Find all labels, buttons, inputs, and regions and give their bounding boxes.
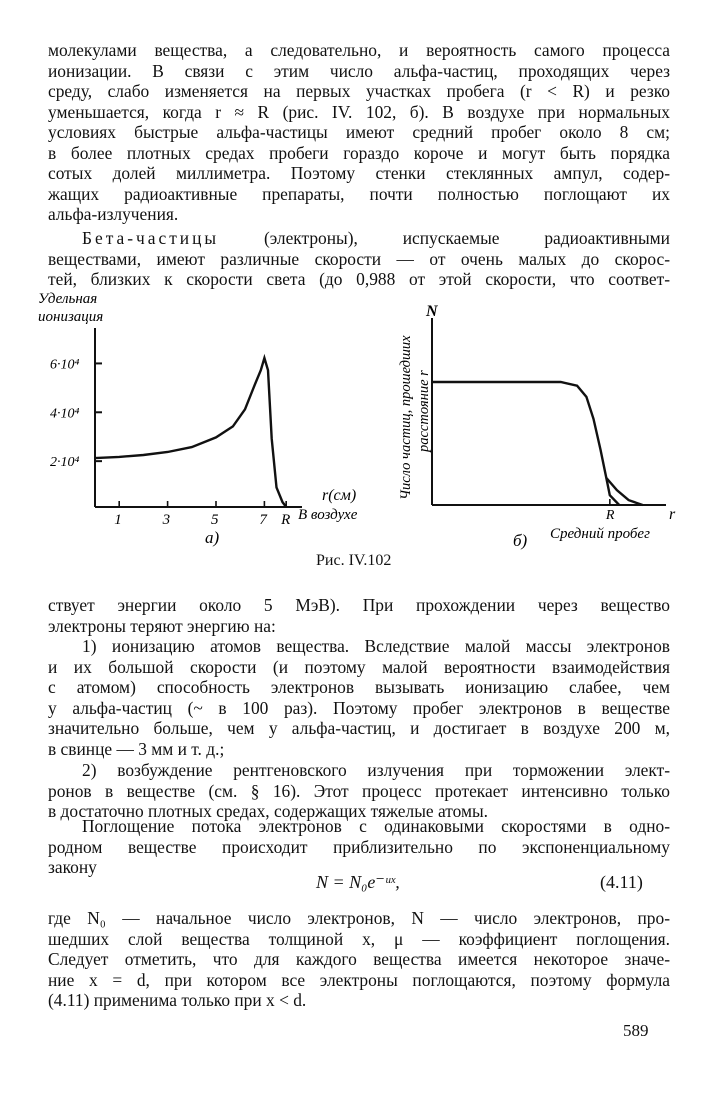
paragraph-electron-energy: [48, 595, 670, 636]
spaced-term: Бета-частицы: [82, 228, 220, 248]
text-line: сотых долей миллиметра. Поэтому стенки стеклянных ампул, содер-: [48, 163, 670, 183]
text-line: с атомом) способность электронов вызывать ионизацию слабее, чем: [48, 677, 670, 697]
text-line: ионизации. В связи с этим число альфа-частиц, проходящих через: [48, 60, 670, 81]
text-line: среду, слабо изменяется на первых участках пробега (r < R) и резко: [48, 81, 670, 101]
page-number: 589: [623, 1021, 649, 1040]
text-line: альфа-излучения.: [48, 204, 179, 224]
text-line: молекулами вещества, а следовательно, и вероятность самого процесса: [48, 40, 670, 60]
paragraph-bremsstrahlung: [48, 760, 670, 822]
series-line-main: [432, 382, 619, 505]
text-line: в достаточно плотных средах, содержащих тяжелые атомы.: [48, 801, 488, 821]
text-line: уменьшается, когда r ≈ R (рис. IV. 102, б). В воздухе при нормальных: [48, 101, 670, 122]
x-axis-label: Средний пробег: [550, 526, 650, 542]
x-tick-label: 1: [114, 512, 122, 528]
text-line: и их большой скорости (и поэтому малой вероятности взаимодействия: [48, 656, 670, 677]
y-tick-label: 4·10⁴: [50, 406, 80, 422]
text-line: условиях быстрые альфа-частицы имеют средний пробег около 8 см;: [48, 122, 670, 142]
panel-label-a: а): [205, 528, 220, 547]
x-tick-label: 3: [162, 512, 171, 528]
series-line-branch: [606, 478, 642, 505]
x-axis-label: r(см): [322, 487, 357, 504]
text-line: шедших слой вещества толщиной x, μ — коэффициент поглощения.: [48, 928, 670, 949]
text-line: Следует отметить, что для каждого вещества имеется некоторое значе-: [48, 949, 670, 969]
x-tick-label: R: [281, 512, 291, 528]
y-axis-label-line1: Удельная: [38, 291, 98, 307]
paragraph-definitions: [48, 908, 670, 1011]
text-line: в более плотных средах пробеги гораздо короче и могут быть порядка: [48, 142, 670, 163]
paragraph-ionization: [48, 636, 670, 759]
text-line: значительно больше, чем у альфа-частиц, и достигает в воздухе 200 м,: [48, 718, 670, 738]
chart-panel-a: [38, 291, 358, 547]
ionization-curve: [95, 358, 286, 507]
chart-panel-b: [398, 303, 676, 550]
text-line: 1) ионизацию атомов вещества. Вследствие малой массы электронов: [82, 636, 670, 656]
text-line: тей, близких к скорости света (до 0,988 от этой скорости, что соответ-: [48, 269, 670, 289]
y-axis-name: N: [426, 303, 438, 320]
text-line: Поглощение потока электронов с одинаковыми скоростями в одно-: [82, 816, 670, 836]
text-line: (4.11) применима только при x < d.: [48, 990, 307, 1010]
text-line: электроны теряют энергию на:: [48, 615, 276, 636]
x-tick-label: R: [605, 508, 615, 523]
x-tick-label: 5: [211, 512, 219, 528]
text-fragment: (электроны), испускаемые радиоактивными: [263, 228, 670, 248]
y-tick-label: 6·10⁴: [50, 357, 80, 373]
text-line: родном веществе происходит приблизительно по экспоненциальному: [48, 836, 670, 857]
text-line: где N₀ — начальное число электронов, N — число электронов, про-: [48, 908, 670, 928]
formula-number: (4.11): [600, 872, 643, 892]
text-line: ние x = d, при котором все электроны поглощаются, поэтому формула: [48, 969, 670, 990]
formula-expression: N = N₀e⁻ᵘˣ,: [316, 872, 400, 892]
y-tick-label: 2·10⁴: [50, 455, 80, 471]
text-line: 2) возбуждение рентгеновского излучения при торможении элект-: [82, 760, 670, 780]
y-axis-label-line2: ионизация: [38, 309, 104, 325]
text-line: веществами, имеют различные скорости — от очень малых до скорос-: [48, 248, 670, 269]
text-line: жащих радиоактивные препараты, почти полностью поглощают их: [48, 183, 670, 204]
panel-label-b: б): [513, 531, 528, 550]
figure-caption: Рис. IV.102: [316, 552, 392, 569]
x-tick-label: 7: [259, 512, 267, 528]
text-line: у альфа-частиц (~ в 100 раз). Поэтому пробег электронов в веществе: [48, 697, 670, 718]
text-line: ронов в веществе (см. § 16). Этот процесс протекает интенсивно только: [48, 780, 670, 801]
paragraph-absorption: [48, 816, 670, 878]
x-axis-name: r: [669, 506, 676, 523]
text-line: в свинце — 3 мм и т. д.;: [48, 738, 225, 759]
text-line: ствует энергии около 5 МэВ). При прохождении через вещество: [48, 595, 670, 615]
x-extra-label: В воздухе: [298, 507, 358, 523]
text-line: закону: [48, 857, 97, 877]
y-axis-label-line2: расстояние r: [416, 370, 432, 452]
y-axis-label-line1: Число частиц, прошедших: [398, 335, 414, 500]
